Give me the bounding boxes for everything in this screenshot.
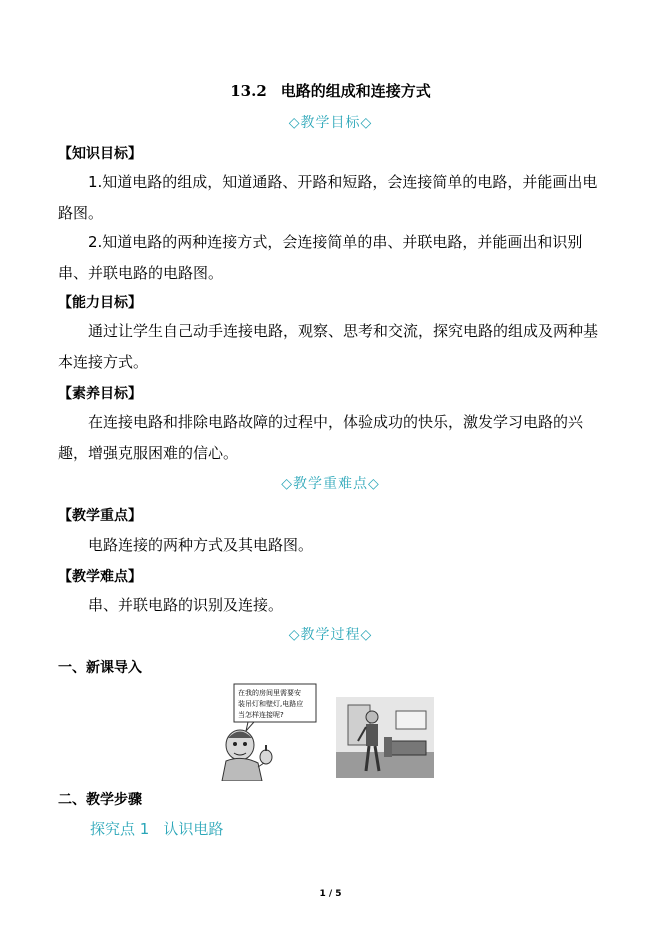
bubble-line-1: 在我的房间里需要安 bbox=[238, 689, 301, 697]
knowledge-goal-label: 【知识目标】 bbox=[58, 146, 142, 162]
page-title bbox=[0, 80, 661, 101]
key-point-label: 【教学重点】 bbox=[58, 508, 142, 524]
key-point-paragraph: 电路连接的两种方式及其电路图。 bbox=[88, 536, 314, 554]
bubble-line-3: 当怎样连接呢? bbox=[238, 711, 284, 719]
title-number: 13.2 bbox=[230, 82, 267, 100]
step-two-heading: 二、教学步骤 bbox=[58, 792, 142, 808]
step-one-heading: 一、新课导入 bbox=[58, 660, 142, 676]
room-scene-illustration bbox=[336, 697, 434, 778]
difficulty-paragraph: 串、并联电路的识别及连接。 bbox=[88, 596, 284, 614]
title-text: 电路的组成和连接方式 bbox=[280, 82, 431, 100]
explore-point-heading bbox=[90, 818, 223, 839]
section-heading-goals: ◇教学目标◇ bbox=[288, 115, 373, 131]
explore-point-text: 认识电路 bbox=[163, 820, 224, 838]
knowledge-goal-paragraph-2: 2.知道电路的两种连接方式，会连接简单的串、并联电路，并能画出和识别串、并联电路的电路图。 bbox=[58, 233, 583, 282]
explore-point-label: 探究点 1 bbox=[90, 820, 150, 838]
literacy-goal-paragraph: 在连接电路和排除电路故障的过程中，体验成功的快乐，激发学习电路的兴趣，增强克服困难的信心。 bbox=[58, 413, 584, 462]
section-heading-process: ◇教学过程◇ bbox=[288, 627, 373, 643]
section-heading-key-points: ◇教学重难点◇ bbox=[281, 476, 380, 492]
literacy-goal-label: 【素养目标】 bbox=[58, 386, 142, 402]
page-number: 1 / 5 bbox=[319, 889, 342, 899]
ability-goal-paragraph: 通过让学生自己动手连接电路，观察、思考和交流，探究电路的组成及两种基本连接方式。 bbox=[58, 322, 599, 371]
bubble-line-2: 装吊灯和壁灯,电路应 bbox=[238, 700, 304, 708]
ability-goal-label: 【能力目标】 bbox=[58, 295, 142, 311]
difficulty-label: 【教学难点】 bbox=[58, 569, 142, 585]
knowledge-goal-paragraph-1: 1.知道电路的组成，知道通路、开路和短路，会连接简单的电路，并能画出电路图。 bbox=[58, 173, 598, 222]
cartoon-man-illustration bbox=[218, 683, 318, 781]
